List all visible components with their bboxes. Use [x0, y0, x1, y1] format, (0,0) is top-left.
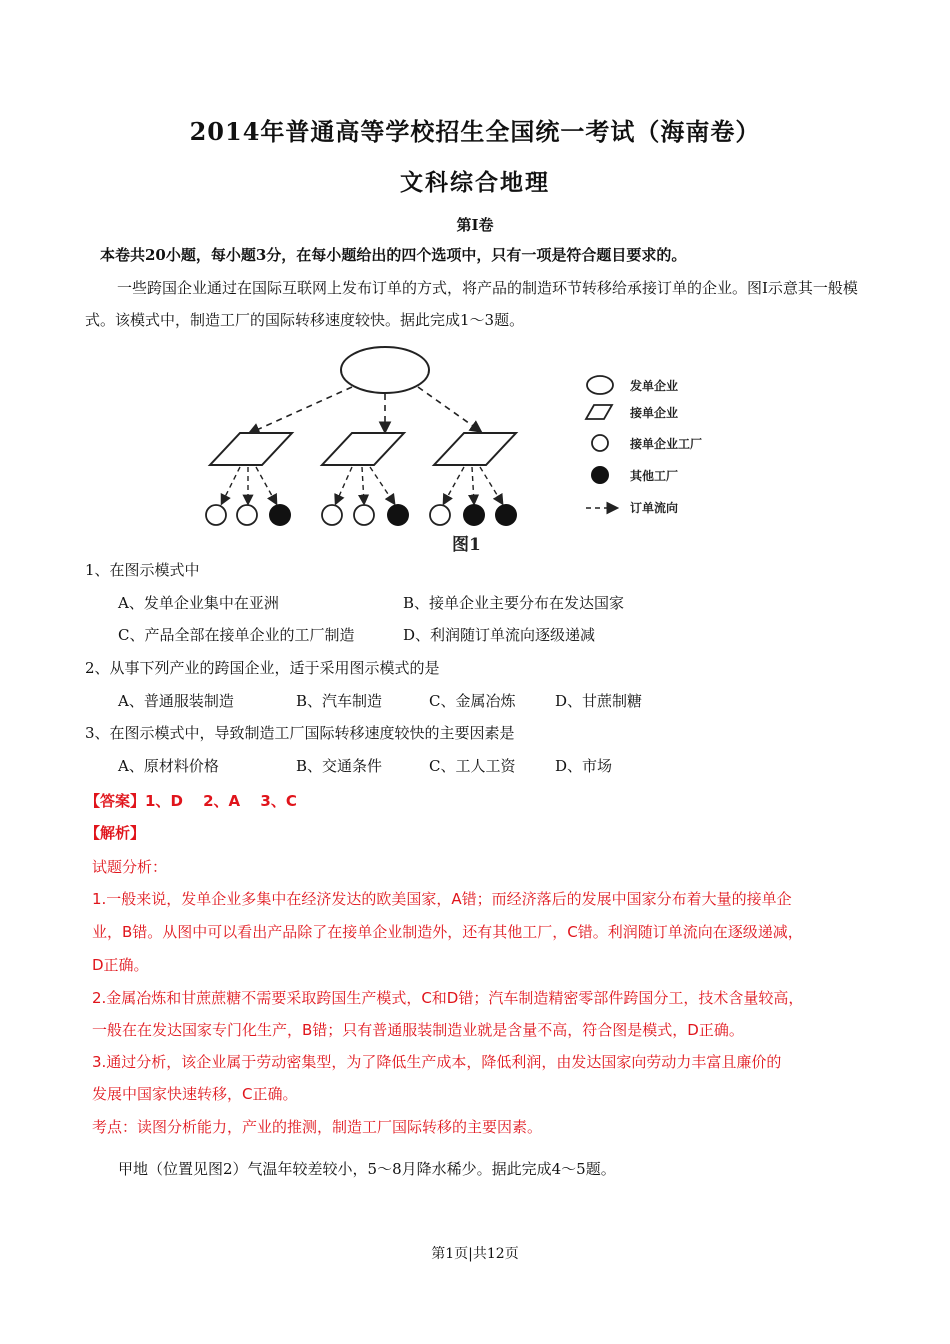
- analysis-label: 【解析】: [85, 824, 146, 842]
- analysis-line: D正确。: [92, 956, 149, 974]
- question-2-stem: 2、从事下列产业的跨国企业，适于采用图示模式的是: [85, 659, 440, 677]
- legend-label-other-factory: 其他工厂: [630, 469, 679, 483]
- analysis-line: 1.一般来说，发单企业多集中在经济发达的欧美国家，A错；而经济落后的发展中国家分布着大量的接单企: [92, 890, 792, 908]
- figure-caption: 图1: [452, 535, 481, 555]
- contract-enterprise-node: [210, 433, 292, 465]
- question-2-option-d: D、甘蔗制糖: [555, 692, 643, 710]
- issuing-enterprise-node: [341, 347, 429, 393]
- figure-1-diagram: [180, 345, 740, 555]
- page-footer: 第1页|共12页: [431, 1246, 519, 1262]
- page-title: 2014年普通高等学校招生全国统一考试（海南卷）: [189, 117, 761, 146]
- question-1-stem: 1、在图示模式中: [85, 561, 200, 579]
- contract-enterprise-node: [434, 433, 516, 465]
- legend-label-contract-factory: 接单企业工厂: [630, 437, 703, 451]
- intro-paragraph: 一些跨国企业通过在国际互联网上发布订单的方式，将产品的制造环节转移给承接订单的企业。图Ⅰ示意其一般模式。该模式中，制造工厂的国际转移速度较快。据此完成1～3题。: [85, 279, 858, 329]
- analysis-line: 业，B错。从图中可以看出产品除了在接单企业制造外，还有其他工厂，C错。利润随订单流向在逐级递减，: [92, 923, 803, 941]
- question-2-option-a: A、普通服装制造: [118, 692, 234, 710]
- question-1-option-d: D、利润随订单流向逐级递减: [403, 626, 596, 644]
- question-1-option-c: C、产品全部在接单企业的工厂制造: [118, 626, 355, 644]
- analysis-line: 试题分析：: [92, 858, 168, 876]
- analysis-line: 3.通过分析，该企业属于劳动密集型，为了降低生产成本，降低利润，由发达国家向劳动力丰富且廉价的: [92, 1053, 782, 1071]
- analysis-line: 考点：读图分析能力，产业的推测，制造工厂国际转移的主要因素。: [92, 1118, 543, 1136]
- question-3-option-a: A、原材料价格: [118, 757, 219, 775]
- question-1-option-b: B、接单企业主要分布在发达国家: [403, 594, 625, 612]
- page-subtitle: 文科综合地理: [400, 169, 550, 196]
- analysis-line: 一般在在发达国家专门化生产，B错；只有普通服装制造业就是含量不高，符合图是模式，D正确。: [92, 1021, 744, 1039]
- instruction: 本卷共20小题，每小题3分，在每小题给出的四个选项中，只有一项是符合题目要求的。: [100, 246, 687, 264]
- legend-label-issuing: 发单企业: [630, 379, 679, 393]
- legend-label-contract: 接单企业: [630, 406, 679, 420]
- legend-label-order-flow: 订单流向: [630, 501, 679, 515]
- analysis-line: 2.金属冶炼和甘蔗蔗糖不需要采取跨国生产模式，C和D错；汽车制造精密零部件跨国分工，技术含量较高，: [92, 989, 804, 1007]
- question-3-option-c: C、工人工资: [429, 757, 516, 775]
- section-heading: 第Ⅰ卷: [456, 216, 494, 234]
- figure-1: [180, 345, 740, 555]
- question-3-option-b: B、交通条件: [296, 757, 383, 775]
- next-intro: 甲地（位置见图2）气温年较差较小，5～8月降水稀少。据此完成4～5题。: [118, 1160, 616, 1178]
- question-3-option-d: D、市场: [555, 757, 613, 775]
- question-2-option-b: B、汽车制造: [296, 692, 383, 710]
- answer-label: 【答案】1、D 2、A 3、C: [85, 792, 297, 810]
- question-3-stem: 3、在图示模式中，导致制造工厂国际转移速度较快的主要因素是: [85, 724, 515, 742]
- analysis-line: 发展中国家快速转移，C正确。: [92, 1085, 298, 1103]
- question-2-option-c: C、金属冶炼: [429, 692, 516, 710]
- contract-enterprise-node: [322, 433, 404, 465]
- question-1-option-a: A、发单企业集中在亚洲: [118, 594, 279, 612]
